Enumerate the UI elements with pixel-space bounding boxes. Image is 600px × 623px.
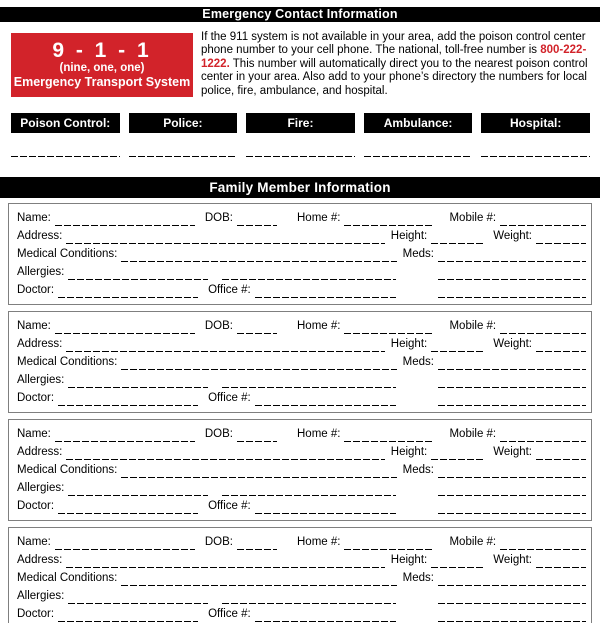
contact-label-police: Police: <box>129 113 238 133</box>
home-number-field-line <box>344 537 434 550</box>
dob-label: DOB: <box>204 536 233 549</box>
allergies-row <box>17 478 586 496</box>
contact-label-poison-control: Poison Control: <box>11 113 120 133</box>
address-row <box>17 442 586 460</box>
weight-label: Weight: <box>493 230 532 243</box>
address-label: Address: <box>17 230 63 243</box>
intro-section <box>11 33 595 98</box>
mobile-number-label: Mobile #: <box>449 536 497 549</box>
address-field-line <box>66 339 384 352</box>
name-row <box>17 208 586 226</box>
emergency-numbers-row <box>11 113 590 133</box>
weight-field-line <box>536 447 586 460</box>
meds-extra-field-line <box>438 375 586 388</box>
allergies-label: Allergies: <box>17 374 65 387</box>
family-member-block-4 <box>8 527 592 623</box>
name-label: Name: <box>17 212 51 225</box>
height-label: Height: <box>390 554 428 567</box>
height-label: Height: <box>390 338 428 351</box>
office-number-field-line <box>255 501 396 514</box>
meds-extra-field-line-2 <box>438 393 586 406</box>
allergies-extra-field-line <box>222 267 396 280</box>
dob-field-line <box>237 321 277 334</box>
address-row <box>17 550 586 568</box>
allergies-row <box>17 586 586 604</box>
doctor-field-line <box>58 609 198 622</box>
name-field-line <box>55 537 195 550</box>
emergency-numbers-fill-lines <box>11 145 590 157</box>
name-field-line <box>55 321 195 334</box>
doctor-field-line <box>58 285 198 298</box>
911-subtitle: Emergency Transport System <box>13 75 191 89</box>
dob-label: DOB: <box>204 320 233 333</box>
doctor-label: Doctor: <box>17 500 55 513</box>
contact-label-hospital: Hospital: <box>481 113 590 133</box>
meds-extra-field-line-2 <box>438 609 586 622</box>
emergency-section-title: Emergency Contact Information <box>202 7 398 21</box>
address-label: Address: <box>17 446 63 459</box>
office-number-label: Office #: <box>208 284 251 297</box>
medical-conditions-field-line <box>121 357 396 370</box>
name-field-line <box>55 429 195 442</box>
name-row <box>17 424 586 442</box>
meds-field-line <box>438 357 586 370</box>
meds-label: Meds: <box>402 356 434 369</box>
home-number-field-line <box>344 429 434 442</box>
doctor-row <box>17 280 586 298</box>
height-field-line <box>431 555 483 568</box>
poison-control-number-line <box>11 145 120 157</box>
dob-field-line <box>237 213 277 226</box>
911-callout <box>11 33 193 97</box>
weight-label: Weight: <box>493 338 532 351</box>
weight-label: Weight: <box>493 446 532 459</box>
address-row <box>17 226 586 244</box>
weight-field-line <box>536 339 586 352</box>
name-row <box>17 316 586 334</box>
mobile-number-field-line <box>500 213 586 226</box>
medical-row <box>17 244 586 262</box>
office-number-label: Office #: <box>208 392 251 405</box>
doctor-row <box>17 604 586 622</box>
mobile-number-field-line <box>500 429 586 442</box>
medical-row <box>17 352 586 370</box>
medical-conditions-field-line <box>121 465 396 478</box>
height-label: Height: <box>390 230 428 243</box>
home-number-label: Home #: <box>297 212 341 225</box>
allergies-extra-field-line <box>222 375 396 388</box>
instructions-paragraph <box>201 31 595 98</box>
emergency-section-header <box>0 7 600 22</box>
address-field-line <box>66 555 384 568</box>
mobile-number-label: Mobile #: <box>449 428 497 441</box>
doctor-label: Doctor: <box>17 608 55 621</box>
instructions-text-before: If the 911 system is not available in your area, add the poison control center phone number to your cell phone. The national, toll-free number is <box>201 31 586 57</box>
meds-label: Meds: <box>402 572 434 585</box>
medical-conditions-label: Medical Conditions: <box>17 248 118 261</box>
allergies-field-line <box>68 267 208 280</box>
dob-label: DOB: <box>204 212 233 225</box>
911-spelled-out: (nine, one, one) <box>59 62 145 74</box>
medical-conditions-field-line <box>121 573 396 586</box>
name-label: Name: <box>17 536 51 549</box>
meds-field-line <box>438 573 586 586</box>
height-label: Height: <box>390 446 428 459</box>
family-member-block-3 <box>8 419 592 521</box>
name-field-line <box>55 213 195 226</box>
contact-label-fire: Fire: <box>246 113 355 133</box>
doctor-field-line <box>58 393 198 406</box>
address-label: Address: <box>17 554 63 567</box>
meds-extra-field-line <box>438 267 586 280</box>
allergies-extra-field-line <box>222 483 396 496</box>
911-number: 9 - 1 - 1 <box>52 39 152 62</box>
hospital-number-line <box>481 145 590 157</box>
height-field-line <box>431 339 483 352</box>
family-member-block-1 <box>8 203 592 305</box>
meds-extra-field-line-2 <box>438 285 586 298</box>
home-number-field-line <box>344 321 434 334</box>
name-label: Name: <box>17 320 51 333</box>
dob-field-line <box>237 429 277 442</box>
meds-field-line <box>438 465 586 478</box>
weight-label: Weight: <box>493 554 532 567</box>
allergies-label: Allergies: <box>17 590 65 603</box>
dob-label: DOB: <box>204 428 233 441</box>
allergies-label: Allergies: <box>17 482 65 495</box>
home-number-label: Home #: <box>297 536 341 549</box>
ambulance-number-line <box>364 145 473 157</box>
mobile-number-field-line <box>500 321 586 334</box>
mobile-number-label: Mobile #: <box>449 212 497 225</box>
police-number-line <box>129 145 238 157</box>
weight-field-line <box>536 555 586 568</box>
home-number-field-line <box>344 213 434 226</box>
allergies-extra-field-line <box>222 591 396 604</box>
meds-label: Meds: <box>402 464 434 477</box>
address-field-line <box>66 447 384 460</box>
medical-conditions-field-line <box>121 249 396 262</box>
medical-conditions-label: Medical Conditions: <box>17 464 118 477</box>
dob-field-line <box>237 537 277 550</box>
allergies-row <box>17 262 586 280</box>
address-row <box>17 334 586 352</box>
meds-field-line <box>438 249 586 262</box>
office-number-label: Office #: <box>208 608 251 621</box>
address-label: Address: <box>17 338 63 351</box>
allergies-field-line <box>68 591 208 604</box>
meds-extra-field-line-2 <box>438 501 586 514</box>
height-field-line <box>431 447 483 460</box>
fire-number-line <box>246 145 355 157</box>
meds-extra-field-line <box>438 591 586 604</box>
height-field-line <box>431 231 483 244</box>
doctor-label: Doctor: <box>17 392 55 405</box>
doctor-row <box>17 388 586 406</box>
office-number-label: Office #: <box>208 500 251 513</box>
family-section-header <box>0 177 600 198</box>
meds-label: Meds: <box>402 248 434 261</box>
name-row <box>17 532 586 550</box>
name-label: Name: <box>17 428 51 441</box>
poison-control-phone-number: 800-222-1222. <box>201 44 587 70</box>
medical-row <box>17 460 586 478</box>
family-member-block-2 <box>8 311 592 413</box>
meds-extra-field-line <box>438 483 586 496</box>
medical-conditions-label: Medical Conditions: <box>17 572 118 585</box>
home-number-label: Home #: <box>297 428 341 441</box>
office-number-field-line <box>255 285 396 298</box>
instructions-text-after: This number will automatically direct you to the nearest poison control center in your area. Also add to your phone’s directory the numbers for local police, fire, ambulance, and hospital. <box>201 57 588 97</box>
home-number-label: Home #: <box>297 320 341 333</box>
office-number-field-line <box>255 393 396 406</box>
allergies-row <box>17 370 586 388</box>
doctor-field-line <box>58 501 198 514</box>
contact-label-ambulance: Ambulance: <box>364 113 473 133</box>
office-number-field-line <box>255 609 396 622</box>
mobile-number-field-line <box>500 537 586 550</box>
address-field-line <box>66 231 384 244</box>
allergies-label: Allergies: <box>17 266 65 279</box>
doctor-row <box>17 496 586 514</box>
allergies-field-line <box>68 375 208 388</box>
doctor-label: Doctor: <box>17 284 55 297</box>
mobile-number-label: Mobile #: <box>449 320 497 333</box>
medical-row <box>17 568 586 586</box>
family-section-title: Family Member Information <box>209 180 391 196</box>
allergies-field-line <box>68 483 208 496</box>
medical-conditions-label: Medical Conditions: <box>17 356 118 369</box>
weight-field-line <box>536 231 586 244</box>
